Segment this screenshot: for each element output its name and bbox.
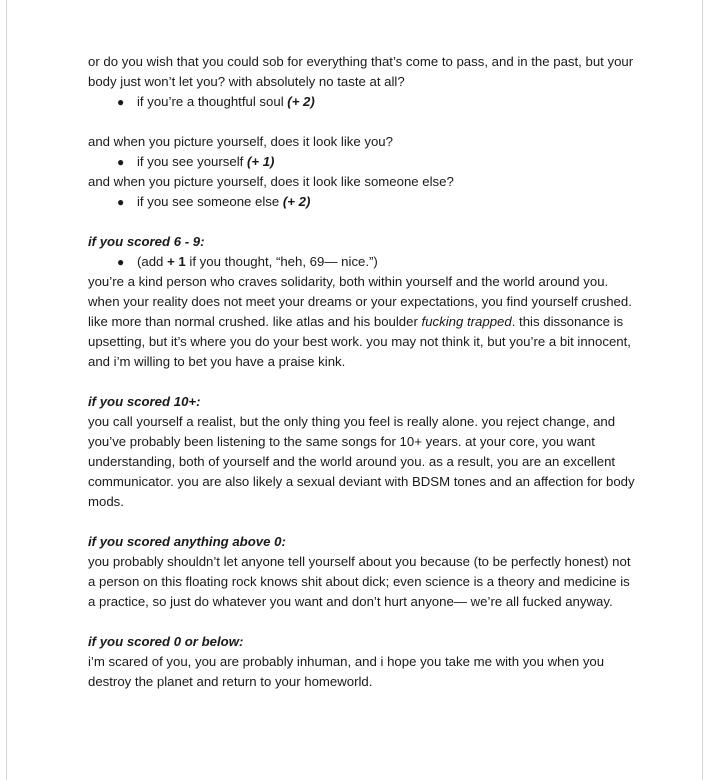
section-heading-scored-10-plus: if you scored 10+:	[88, 394, 201, 409]
spacer	[88, 372, 640, 392]
list-item	[88, 92, 640, 112]
paragraph-question-picture-you: and when you picture yourself, does it look like you?	[88, 134, 393, 149]
section-heading-scored-6-9: if you scored 6 - 9:	[88, 234, 205, 249]
list-item	[88, 192, 640, 212]
list-item-label: if you’re a thoughtful soul	[137, 94, 288, 109]
result-text-part-a: you’re a kind person who craves solidarity, both within yourself and the world around you. when your reality does not meet your dreams or your expectations, you find yourself crushed. like more than normal crushed. like atlas and his boulder	[88, 274, 632, 329]
list-item	[88, 152, 640, 172]
spacer	[88, 512, 640, 532]
result-text-part-b: . this dissonance is upsetting, but it’s where you do your best work. you may not think it, but you’re a bit innocent, and i’m willing to bet you have a praise kink.	[88, 314, 631, 369]
paragraph-result-6-9	[88, 272, 640, 372]
list-item-suffix: if you thought, “heh, 69— nice.”)	[185, 254, 378, 269]
document-body	[88, 52, 640, 692]
bullet-list-thoughtful-soul	[88, 92, 640, 112]
bullet-icon: ●	[117, 195, 125, 209]
bullet-list-see-someone-else	[88, 192, 640, 212]
paragraph-result-10-plus: you call yourself a realist, but the only thing you feel is really alone. you reject change, and you’ve probably been listening to the same songs for 10+ years. at your core, you want understanding, both of yourself and the world around you. as a result, you are an excellent communicator. you are also likely a sexual deviant with BDSM tones and an affection for body mods.	[88, 414, 635, 509]
list-item-prefix: (add	[137, 254, 168, 269]
paragraph-result-zero-or-below: i’m scared of you, you are probably inhuman, and i hope you take me with you when you destroy the planet and return to your homeworld.	[88, 654, 605, 689]
score-value: (+ 1)	[246, 154, 275, 169]
bullet-list-add-one	[88, 252, 640, 272]
document-page	[6, 0, 703, 780]
paragraph-question-sob-line1: or do you wish that you could sob for everything that’s come to pass, and in the past, but your	[88, 54, 634, 69]
paragraph-result-above-zero: you probably shouldn’t let anyone tell yourself about you because (to be perfectly honest) not a person on this floating rock knows shit about dick; even science is a theory and medicine is a practice, so just do whatever you want and don’t hurt anyone— we’re all fucked anyway.	[88, 554, 631, 609]
list-item-label: if you see yourself	[137, 154, 247, 169]
spacer	[88, 212, 640, 232]
list-item-label: if you see someone else	[137, 194, 283, 209]
list-item	[88, 252, 640, 272]
bullet-icon: ●	[117, 95, 125, 109]
paragraph-question-picture-someone-else: and when you picture yourself, does it look like someone else?	[88, 174, 454, 189]
emphasis-fucking-trapped: fucking trapped	[421, 314, 512, 329]
paragraph-question-sob-line2: body just won’t let you? with absolutely no taste at all?	[88, 74, 405, 89]
score-value: (+ 2)	[287, 94, 315, 109]
bullet-icon: ●	[117, 155, 125, 169]
section-heading-above-zero: if you scored anything above 0:	[88, 534, 286, 549]
spacer	[88, 112, 640, 132]
section-heading-zero-or-below: if you scored 0 or below:	[88, 634, 244, 649]
bullet-icon: ●	[117, 255, 125, 269]
score-value: (+ 2)	[282, 194, 311, 209]
bullet-list-see-yourself	[88, 152, 640, 172]
score-value: + 1	[167, 254, 186, 269]
spacer	[88, 612, 640, 632]
